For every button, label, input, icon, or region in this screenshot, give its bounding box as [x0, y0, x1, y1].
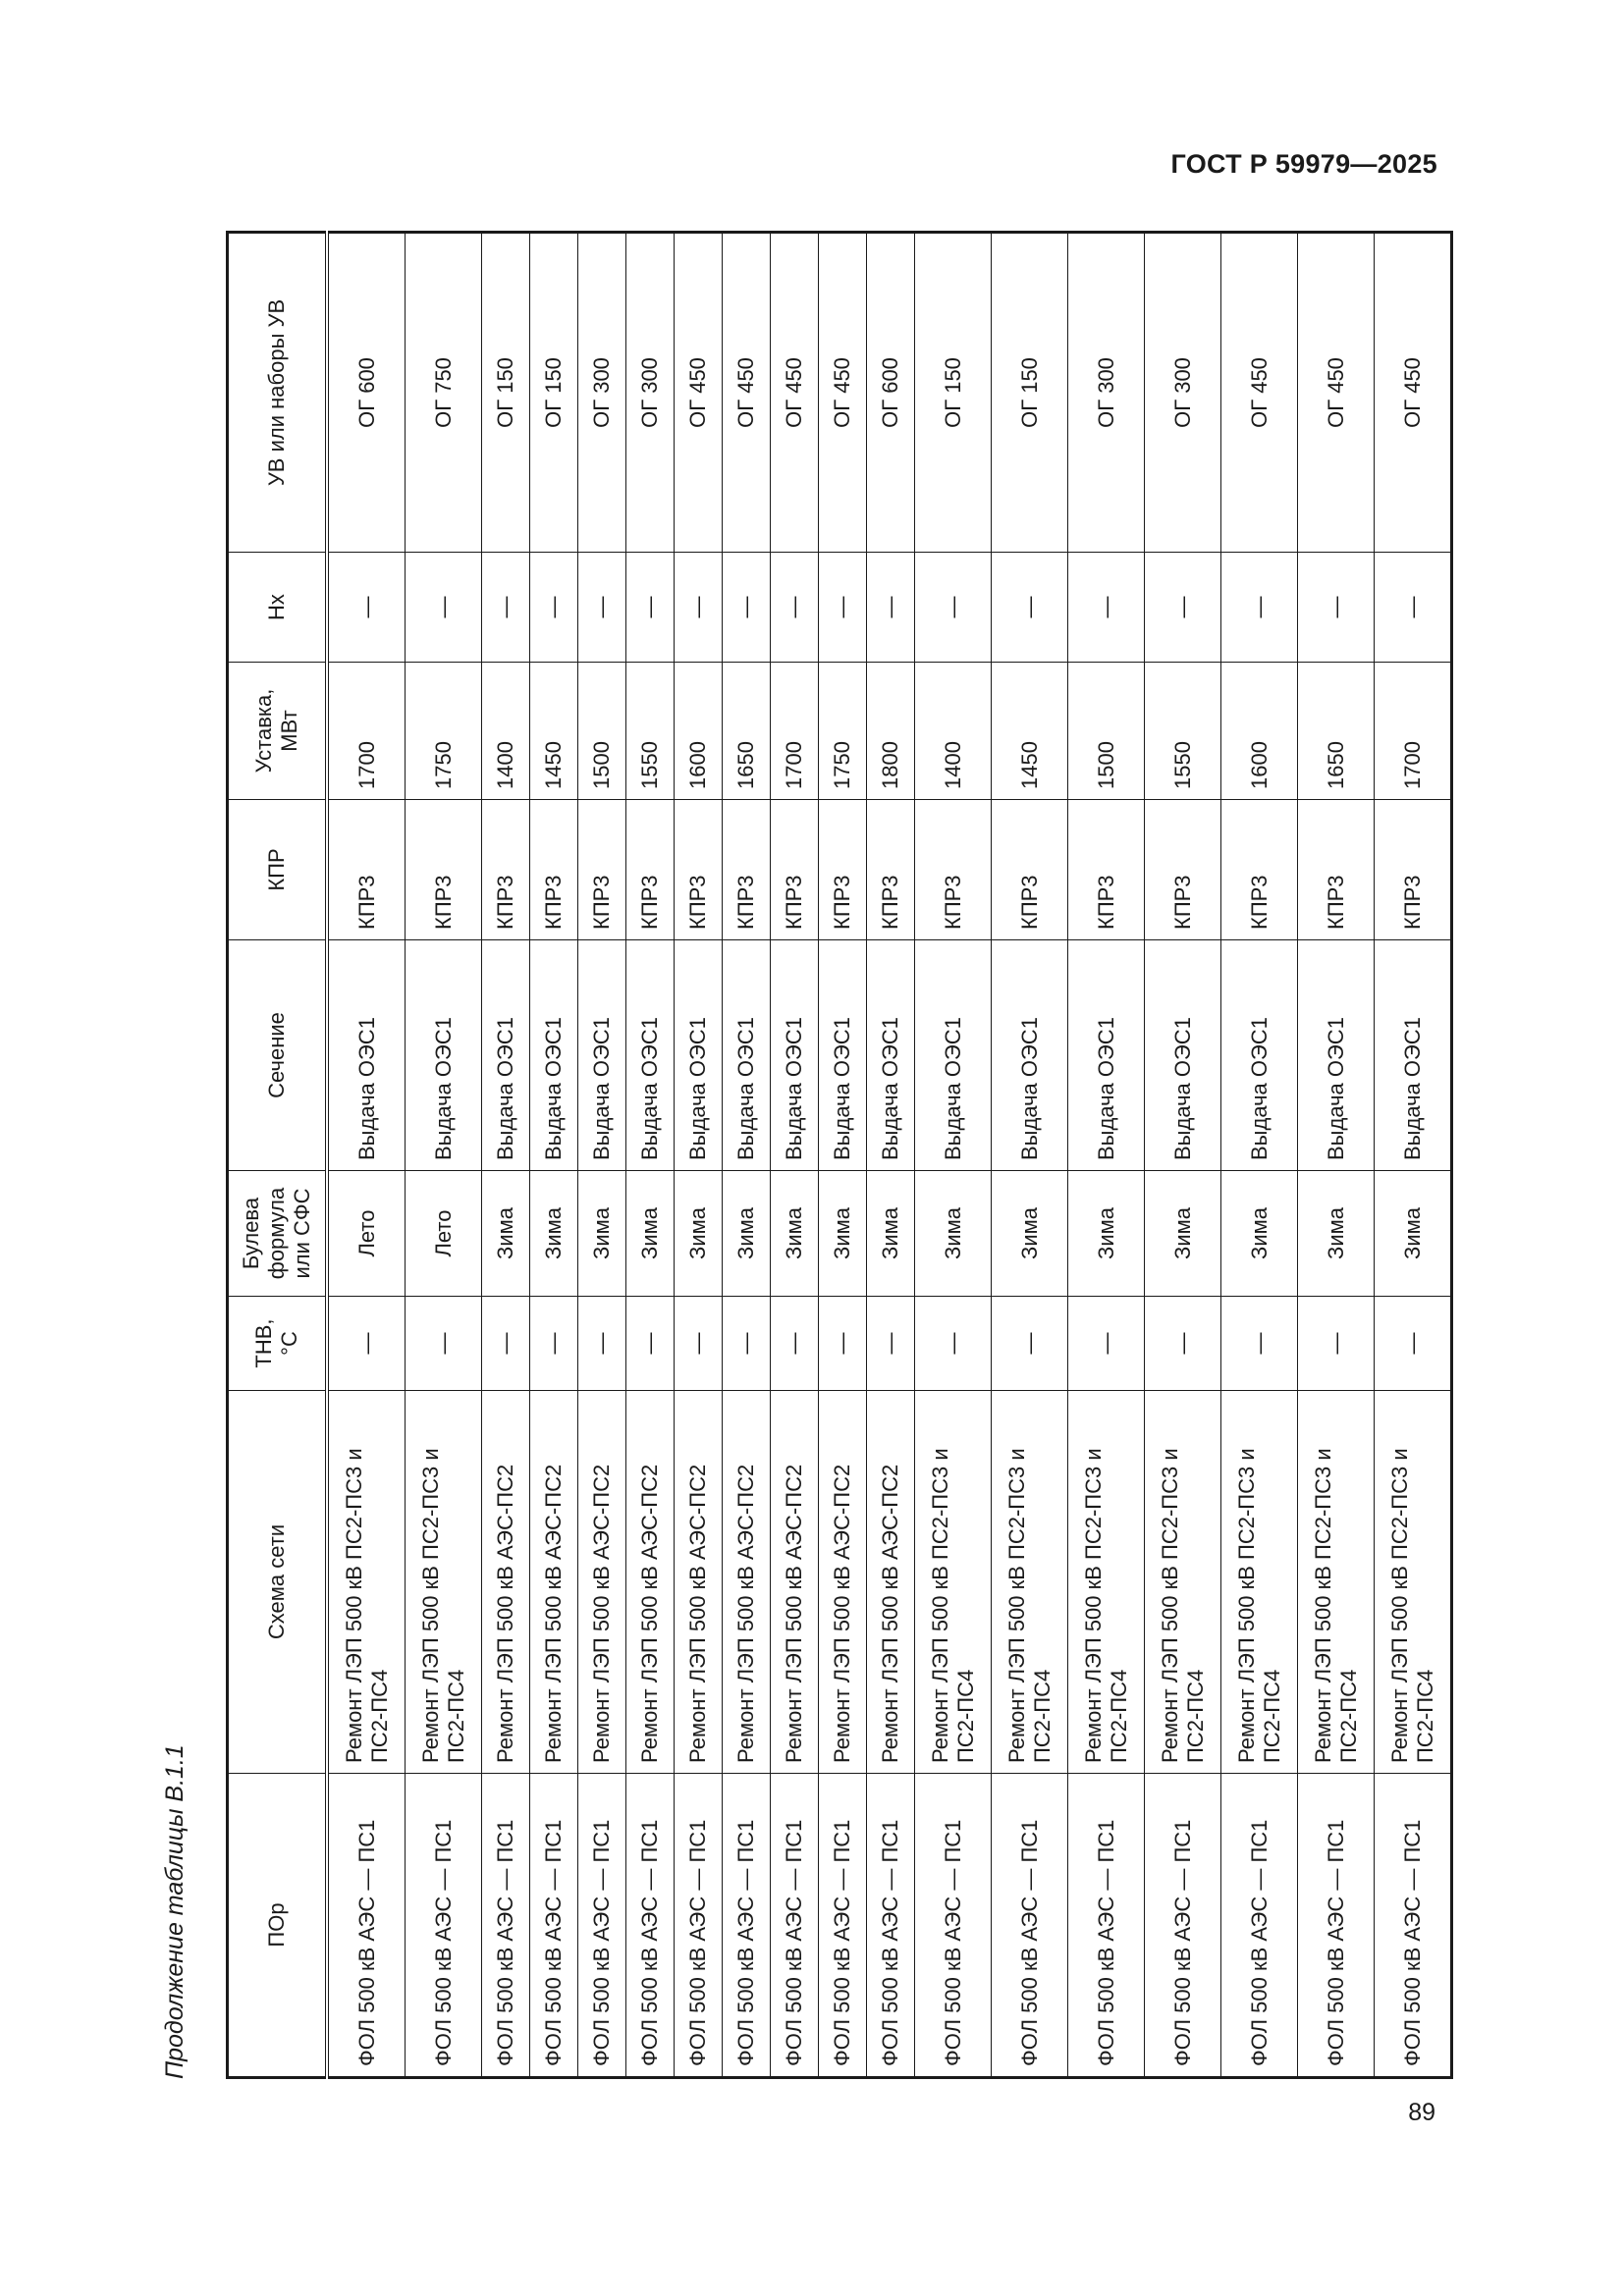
cell-tnv: — [992, 1297, 1068, 1391]
cell-section: Выдача ОЭС1 [1375, 940, 1452, 1171]
cell-scheme: Ремонт ЛЭП 500 кВ ПС2-ПС3 и ПС2-ПС4 [406, 1391, 482, 1774]
cell-section: Выдача ОЭС1 [327, 940, 406, 1171]
cell-por: ФОЛ 500 кВ АЭС — ПС1 [626, 1774, 675, 2078]
cell-tnv: — [819, 1297, 867, 1391]
rotated-table-block [157, 234, 1437, 2079]
data-table [226, 231, 1453, 2079]
table-row [771, 233, 819, 2078]
cell-uv: ОГ 150 [530, 233, 578, 553]
cell-tnv: — [406, 1297, 482, 1391]
cell-tnv: — [578, 1297, 626, 1391]
table-row [530, 233, 578, 2078]
cell-kpr: КПР3 [327, 800, 406, 940]
cell-kpr: КПР3 [578, 800, 626, 940]
cell-uv: ОГ 300 [1068, 233, 1145, 553]
table-row [482, 233, 530, 2078]
cell-setpoint: 1550 [1145, 663, 1221, 800]
table-row [723, 233, 771, 2078]
cell-section: Выдача ОЭС1 [1298, 940, 1375, 1171]
cell-uv: ОГ 300 [1145, 233, 1221, 553]
cell-kpr: КПР3 [723, 800, 771, 940]
cell-nx: — [771, 553, 819, 663]
cell-por: ФОЛ 500 кВ АЭС — ПС1 [1375, 1774, 1452, 2078]
table-row [1221, 233, 1298, 2078]
cell-uv: ОГ 450 [1298, 233, 1375, 553]
cell-formula: Зима [530, 1171, 578, 1297]
cell-section: Выдача ОЭС1 [530, 940, 578, 1171]
cell-nx: — [482, 553, 530, 663]
cell-scheme: Ремонт ЛЭП 500 кВ ПС2-ПС3 и ПС2-ПС4 [1068, 1391, 1145, 1774]
cell-tnv: — [915, 1297, 992, 1391]
cell-nx: — [626, 553, 675, 663]
cell-nx: — [327, 553, 406, 663]
column-header: КПР [228, 800, 328, 940]
cell-por: ФОЛ 500 кВ АЭС — ПС1 [867, 1774, 915, 2078]
cell-section: Выдача ОЭС1 [578, 940, 626, 1171]
cell-scheme: Ремонт ЛЭП 500 кВ ПС2-ПС3 и ПС2-ПС4 [915, 1391, 992, 1774]
cell-formula: Зима [1145, 1171, 1221, 1297]
cell-kpr: КПР3 [1298, 800, 1375, 940]
cell-setpoint: 1450 [530, 663, 578, 800]
cell-nx: — [915, 553, 992, 663]
cell-formula: Зима [1221, 1171, 1298, 1297]
cell-nx: — [867, 553, 915, 663]
cell-scheme: Ремонт ЛЭП 500 кВ АЭС-ПС2 [578, 1391, 626, 1774]
cell-kpr: КПР3 [992, 800, 1068, 940]
cell-section: Выдача ОЭС1 [915, 940, 992, 1171]
table-row [1145, 233, 1221, 2078]
table-caption: Продолжение таблицы В.1.1 [161, 1744, 189, 2079]
cell-kpr: КПР3 [1068, 800, 1145, 940]
table-row [578, 233, 626, 2078]
cell-formula: Зима [675, 1171, 723, 1297]
cell-setpoint: 1750 [819, 663, 867, 800]
cell-setpoint: 1700 [1375, 663, 1452, 800]
table-row [1298, 233, 1375, 2078]
cell-por: ФОЛ 500 кВ АЭС — ПС1 [1145, 1774, 1221, 2078]
cell-scheme: Ремонт ЛЭП 500 кВ АЭС-ПС2 [819, 1391, 867, 1774]
cell-uv: ОГ 450 [675, 233, 723, 553]
cell-por: ФОЛ 500 кВ АЭС — ПС1 [915, 1774, 992, 2078]
cell-uv: ОГ 450 [819, 233, 867, 553]
cell-formula: Зима [1375, 1171, 1452, 1297]
table-row [1375, 233, 1452, 2078]
cell-scheme: Ремонт ЛЭП 500 кВ АЭС-ПС2 [626, 1391, 675, 1774]
cell-nx: — [819, 553, 867, 663]
cell-tnv: — [1298, 1297, 1375, 1391]
cell-formula: Зима [1068, 1171, 1145, 1297]
cell-setpoint: 1400 [482, 663, 530, 800]
cell-formula: Зима [626, 1171, 675, 1297]
table-row [675, 233, 723, 2078]
cell-por: ФОЛ 500 кВ АЭС — ПС1 [406, 1774, 482, 2078]
cell-formula: Зима [819, 1171, 867, 1297]
cell-scheme: Ремонт ЛЭП 500 кВ ПС2-ПС3 и ПС2-ПС4 [1221, 1391, 1298, 1774]
cell-nx: — [992, 553, 1068, 663]
cell-scheme: Ремонт ЛЭП 500 кВ АЭС-ПС2 [675, 1391, 723, 1774]
cell-por: ФОЛ 500 кВ АЭС — ПС1 [1221, 1774, 1298, 2078]
cell-scheme: Ремонт ЛЭП 500 кВ АЭС-ПС2 [771, 1391, 819, 1774]
cell-tnv: — [1221, 1297, 1298, 1391]
cell-tnv: — [1068, 1297, 1145, 1391]
column-header: УВ или наборы УВ [228, 233, 328, 553]
cell-kpr: КПР3 [867, 800, 915, 940]
table-row [626, 233, 675, 2078]
cell-formula: Зима [1298, 1171, 1375, 1297]
cell-formula: Зима [771, 1171, 819, 1297]
cell-scheme: Ремонт ЛЭП 500 кВ АЭС-ПС2 [482, 1391, 530, 1774]
column-header: Схема сети [228, 1391, 328, 1774]
cell-setpoint: 1650 [1298, 663, 1375, 800]
cell-scheme: Ремонт ЛЭП 500 кВ ПС2-ПС3 и ПС2-ПС4 [1298, 1391, 1375, 1774]
cell-por: ФОЛ 500 кВ АЭС — ПС1 [1068, 1774, 1145, 2078]
column-header: Булева формула или СФС [228, 1171, 328, 1297]
cell-tnv: — [867, 1297, 915, 1391]
cell-section: Выдача ОЭС1 [992, 940, 1068, 1171]
cell-kpr: КПР3 [771, 800, 819, 940]
column-header: TНВ, °C [228, 1297, 328, 1391]
cell-scheme: Ремонт ЛЭП 500 кВ ПС2-ПС3 и ПС2-ПС4 [992, 1391, 1068, 1774]
cell-uv: ОГ 450 [771, 233, 819, 553]
cell-nx: — [578, 553, 626, 663]
cell-scheme: Ремонт ЛЭП 500 кВ ПС2-ПС3 и ПС2-ПС4 [1145, 1391, 1221, 1774]
cell-tnv: — [626, 1297, 675, 1391]
cell-uv: ОГ 600 [327, 233, 406, 553]
cell-kpr: КПР3 [1145, 800, 1221, 940]
table-row [915, 233, 992, 2078]
cell-setpoint: 1800 [867, 663, 915, 800]
column-header: Сечение [228, 940, 328, 1171]
cell-tnv: — [771, 1297, 819, 1391]
cell-nx: — [675, 553, 723, 663]
cell-kpr: КПР3 [406, 800, 482, 940]
cell-por: ФОЛ 500 кВ АЭС — ПС1 [771, 1774, 819, 2078]
cell-nx: — [1145, 553, 1221, 663]
cell-setpoint: 1450 [992, 663, 1068, 800]
cell-kpr: КПР3 [1375, 800, 1452, 940]
cell-formula: Зима [482, 1171, 530, 1297]
cell-kpr: КПР3 [819, 800, 867, 940]
cell-tnv: — [1145, 1297, 1221, 1391]
cell-section: Выдача ОЭС1 [723, 940, 771, 1171]
cell-setpoint: 1400 [915, 663, 992, 800]
cell-section: Выдача ОЭС1 [867, 940, 915, 1171]
cell-scheme: Ремонт ЛЭП 500 кВ АЭС-ПС2 [530, 1391, 578, 1774]
table-row [327, 233, 406, 2078]
cell-kpr: КПР3 [482, 800, 530, 940]
cell-section: Выдача ОЭС1 [406, 940, 482, 1171]
cell-nx: — [1221, 553, 1298, 663]
cell-uv: ОГ 600 [867, 233, 915, 553]
cell-setpoint: 1700 [771, 663, 819, 800]
table-header-row [228, 233, 328, 2078]
cell-uv: ОГ 300 [626, 233, 675, 553]
column-header: Уставка, МВт [228, 663, 328, 800]
cell-formula: Зима [723, 1171, 771, 1297]
cell-nx: — [1068, 553, 1145, 663]
cell-section: Выдача ОЭС1 [626, 940, 675, 1171]
cell-uv: ОГ 300 [578, 233, 626, 553]
cell-por: ФОЛ 500 кВ АЭС — ПС1 [530, 1774, 578, 2078]
column-header: ПОр [228, 1774, 328, 2078]
cell-por: ФОЛ 500 кВ АЭС — ПС1 [675, 1774, 723, 2078]
table-row [406, 233, 482, 2078]
cell-por: ФОЛ 500 кВ АЭС — ПС1 [482, 1774, 530, 2078]
cell-formula: Лето [327, 1171, 406, 1297]
cell-kpr: КПР3 [530, 800, 578, 940]
cell-nx: — [1375, 553, 1452, 663]
cell-uv: ОГ 150 [915, 233, 992, 553]
cell-nx: — [530, 553, 578, 663]
cell-por: ФОЛ 500 кВ АЭС — ПС1 [1298, 1774, 1375, 2078]
cell-setpoint: 1750 [406, 663, 482, 800]
cell-tnv: — [530, 1297, 578, 1391]
cell-por: ФОЛ 500 кВ АЭС — ПС1 [819, 1774, 867, 2078]
table-body [327, 233, 1452, 2078]
cell-section: Выдача ОЭС1 [771, 940, 819, 1171]
column-header: Нх [228, 553, 328, 663]
cell-scheme: Ремонт ЛЭП 500 кВ ПС2-ПС3 и ПС2-ПС4 [1375, 1391, 1452, 1774]
cell-kpr: КПР3 [1221, 800, 1298, 940]
cell-kpr: КПР3 [626, 800, 675, 940]
cell-uv: ОГ 450 [723, 233, 771, 553]
cell-scheme: Ремонт ЛЭП 500 кВ ПС2-ПС3 и ПС2-ПС4 [327, 1391, 406, 1774]
cell-tnv: — [723, 1297, 771, 1391]
cell-por: ФОЛ 500 кВ АЭС — ПС1 [992, 1774, 1068, 2078]
cell-scheme: Ремонт ЛЭП 500 кВ АЭС-ПС2 [723, 1391, 771, 1774]
cell-por: ФОЛ 500 кВ АЭС — ПС1 [578, 1774, 626, 2078]
cell-setpoint: 1600 [1221, 663, 1298, 800]
cell-setpoint: 1700 [327, 663, 406, 800]
cell-scheme: Ремонт ЛЭП 500 кВ АЭС-ПС2 [867, 1391, 915, 1774]
cell-uv: ОГ 150 [482, 233, 530, 553]
cell-section: Выдача ОЭС1 [1221, 940, 1298, 1171]
cell-setpoint: 1500 [1068, 663, 1145, 800]
cell-por: ФОЛ 500 кВ АЭС — ПС1 [327, 1774, 406, 2078]
cell-kpr: КПР3 [675, 800, 723, 940]
page-number: 89 [1408, 2099, 1435, 2126]
table-row [992, 233, 1068, 2078]
cell-kpr: КПР3 [915, 800, 992, 940]
cell-section: Выдача ОЭС1 [675, 940, 723, 1171]
cell-formula: Лето [406, 1171, 482, 1297]
cell-section: Выдача ОЭС1 [1068, 940, 1145, 1171]
cell-tnv: — [675, 1297, 723, 1391]
cell-uv: ОГ 450 [1375, 233, 1452, 553]
cell-formula: Зима [992, 1171, 1068, 1297]
table-row [819, 233, 867, 2078]
cell-formula: Зима [578, 1171, 626, 1297]
cell-nx: — [1298, 553, 1375, 663]
cell-section: Выдача ОЭС1 [819, 940, 867, 1171]
cell-uv: ОГ 450 [1221, 233, 1298, 553]
cell-por: ФОЛ 500 кВ АЭС — ПС1 [723, 1774, 771, 2078]
cell-tnv: — [482, 1297, 530, 1391]
cell-tnv: — [327, 1297, 406, 1391]
table-row [1068, 233, 1145, 2078]
document-id: ГОСТ Р 59979—2025 [1170, 149, 1437, 179]
cell-formula: Зима [867, 1171, 915, 1297]
cell-nx: — [723, 553, 771, 663]
cell-uv: ОГ 750 [406, 233, 482, 553]
cell-setpoint: 1500 [578, 663, 626, 800]
cell-setpoint: 1550 [626, 663, 675, 800]
cell-tnv: — [1375, 1297, 1452, 1391]
cell-uv: ОГ 150 [992, 233, 1068, 553]
cell-section: Выдача ОЭС1 [482, 940, 530, 1171]
cell-nx: — [406, 553, 482, 663]
cell-setpoint: 1600 [675, 663, 723, 800]
cell-section: Выдача ОЭС1 [1145, 940, 1221, 1171]
table-row [867, 233, 915, 2078]
cell-formula: Зима [915, 1171, 992, 1297]
cell-setpoint: 1650 [723, 663, 771, 800]
